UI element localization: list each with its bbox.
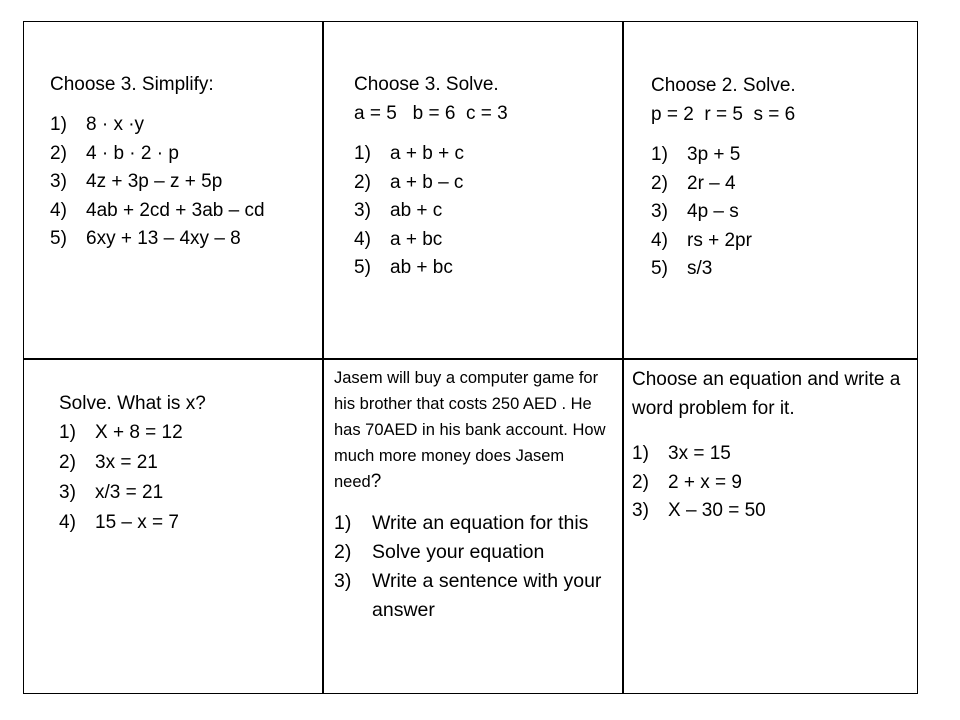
cell-choose-equation (632, 366, 912, 526)
list-item (334, 567, 607, 625)
equation-list (632, 440, 912, 526)
problem-list (59, 418, 206, 538)
variable-values: a = 5 b = 6 c = 3 (354, 103, 508, 124)
item-number: 1) (50, 114, 67, 135)
cell-title: Choose an equation and write a word problem for it. (632, 369, 901, 419)
item-text: 4 · b · 2 · p (86, 142, 179, 164)
item-text: 3p + 5 (687, 144, 741, 165)
cell-title: Choose 2. Solve. (651, 75, 796, 96)
list-item (354, 169, 508, 198)
item-text: 4p – s (687, 201, 739, 222)
list-item (50, 111, 265, 140)
item-number: 4) (59, 512, 76, 533)
item-text: 3x = 21 (95, 452, 158, 473)
item-number: 1) (632, 443, 649, 464)
list-item (354, 197, 508, 226)
item-number: 4) (651, 229, 668, 251)
item-number: 1) (651, 144, 668, 165)
cell-title: Solve. What is x? (59, 393, 206, 414)
item-number: 2) (354, 171, 371, 193)
item-number: 1) (354, 143, 371, 164)
cell-title: Choose 3. Solve. (354, 74, 499, 95)
item-text: x/3 = 21 (95, 482, 164, 503)
list-item (334, 538, 607, 567)
list-item (651, 141, 796, 170)
item-number: 4) (50, 199, 67, 221)
item-text: Write a sentence with your answer (372, 570, 602, 621)
item-text: Solve your equation (372, 541, 545, 563)
row-divider (23, 358, 918, 360)
item-text: 15 – x = 7 (95, 512, 179, 533)
item-text: 3x = 15 (668, 443, 731, 464)
list-item (354, 226, 508, 255)
item-text: 2 + x = 9 (668, 471, 742, 493)
item-text: 4ab + 2cd + 3ab – cd (86, 199, 265, 221)
list-item (632, 497, 912, 526)
variable-values: p = 2 r = 5 s = 6 (651, 104, 796, 125)
list-item (59, 448, 206, 478)
item-text: a + bc (390, 228, 443, 250)
problem-list (354, 140, 508, 283)
question-mark: ? (370, 471, 382, 492)
item-number: 5) (50, 228, 67, 249)
item-number: 2) (59, 452, 76, 473)
item-text: a + b + c (390, 143, 464, 164)
item-number: 3) (354, 200, 371, 221)
item-text: 2r – 4 (687, 172, 736, 194)
list-item (651, 170, 796, 199)
list-item (632, 469, 912, 498)
cell-solve-abc (354, 70, 508, 283)
item-number: 1) (334, 512, 352, 534)
list-item (651, 198, 796, 227)
list-item (632, 440, 912, 469)
item-number: 2) (50, 142, 67, 164)
cell-solve-x (59, 389, 206, 538)
item-text: 4z + 3p – z + 5p (86, 171, 223, 192)
item-text: X + 8 = 12 (95, 422, 183, 443)
list-item (59, 508, 206, 538)
item-number: 3) (334, 570, 352, 592)
list-item (50, 140, 265, 169)
item-number: 3) (50, 171, 67, 192)
item-number: 2) (632, 471, 649, 493)
task-list (334, 509, 614, 625)
list-item (59, 418, 206, 448)
list-item (354, 140, 508, 169)
list-item (651, 227, 796, 256)
item-text: ab + bc (390, 257, 453, 278)
item-text: rs + 2pr (687, 229, 752, 251)
problem-list (651, 141, 796, 284)
list-item (50, 197, 265, 226)
item-text: a + b – c (390, 171, 464, 193)
item-number: 3) (632, 500, 649, 521)
item-number: 2) (334, 541, 352, 563)
cell-title: Choose 3. Simplify: (50, 74, 214, 95)
cell-simplify (50, 70, 265, 254)
item-number: 5) (354, 257, 371, 278)
item-text: 6xy + 13 – 4xy – 8 (86, 228, 241, 249)
list-item (651, 255, 796, 284)
cell-solve-prs (651, 71, 796, 284)
item-text: s/3 (687, 258, 713, 279)
item-number: 4) (354, 228, 371, 250)
item-number: 2) (651, 172, 668, 194)
item-text: Write an equation for this (372, 512, 589, 534)
list-item (50, 225, 265, 254)
item-number: 5) (651, 258, 668, 279)
item-number: 1) (59, 422, 76, 443)
list-item (334, 509, 607, 538)
word-problem-text (334, 365, 614, 495)
list-item (59, 478, 206, 508)
item-number: 3) (59, 482, 76, 503)
problem-list (50, 111, 265, 254)
paragraph-text: Jasem will buy a computer game for his brother that costs 250 AED . He has 70AED in his bank account. How much more money does Jasem need (334, 369, 606, 491)
list-item (50, 168, 265, 197)
item-number: 3) (651, 201, 668, 222)
item-text: X – 30 = 50 (668, 500, 766, 521)
cell-word-problem (334, 365, 614, 625)
list-item (354, 254, 508, 283)
item-text: ab + c (390, 200, 443, 221)
item-text: 8 · x ·y (86, 114, 145, 135)
